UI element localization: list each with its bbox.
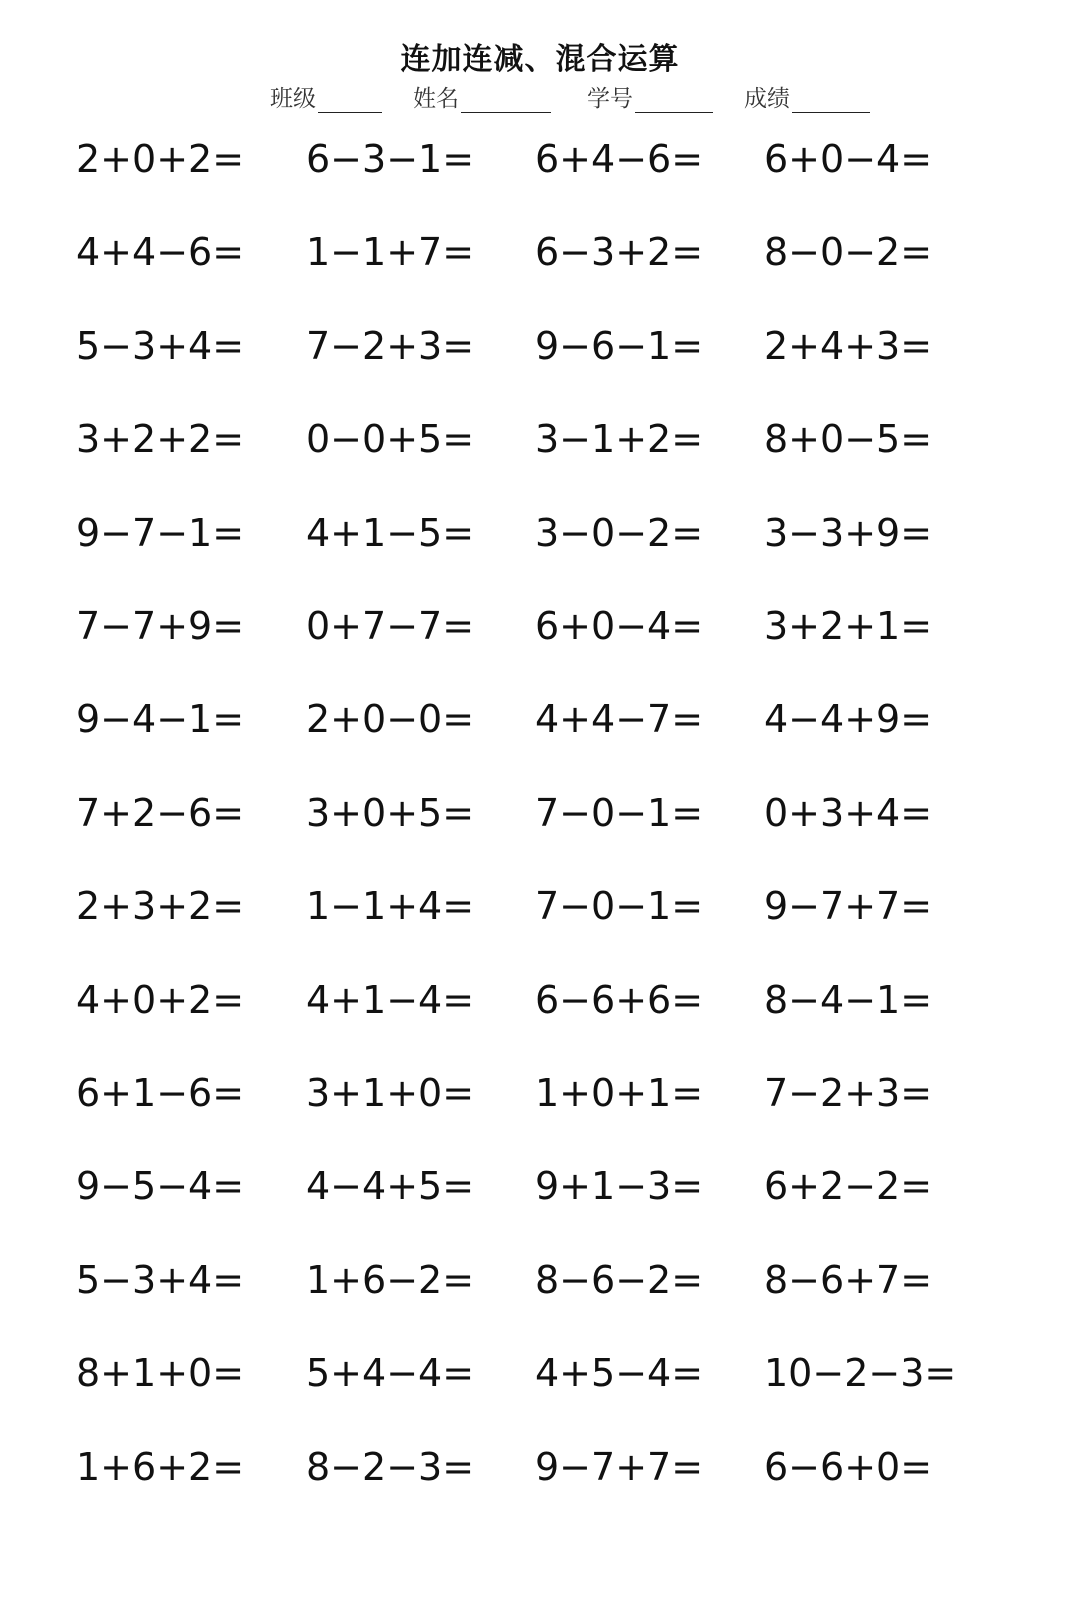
math-problem: 1+6−2= <box>306 1257 475 1302</box>
math-problem: 8−0−2= <box>764 230 933 275</box>
math-problem: 3+0+5= <box>306 790 475 835</box>
math-problem: 1+0+1= <box>535 1071 704 1115</box>
math-problem: 1−1+7= <box>306 230 475 275</box>
score-label: 成绩 <box>744 86 790 112</box>
math-problem: 6−6+0= <box>764 1444 933 1489</box>
math-problem: 2+4+3= <box>764 323 933 368</box>
math-problem: 3+2+2= <box>76 417 245 462</box>
math-problem: 8−2−3= <box>306 1444 475 1489</box>
math-problem: 9−6−1= <box>535 323 704 368</box>
math-problem: 4+4−6= <box>76 230 245 275</box>
math-problem: 6+4−6= <box>535 137 704 181</box>
math-problem: 4+5−4= <box>535 1351 704 1396</box>
math-problem: 9−5−4= <box>76 1164 245 1209</box>
math-problem: 8−6+7= <box>764 1257 933 1302</box>
student-id-label: 学号 <box>587 86 633 112</box>
name-label: 姓名 <box>413 86 459 112</box>
math-problem: 4+1−4= <box>306 977 475 1022</box>
math-problem: 0+7−7= <box>306 604 475 648</box>
math-problem: 4−4+5= <box>306 1164 475 1209</box>
math-problem: 0+3+4= <box>764 790 933 835</box>
math-problem: 7−7+9= <box>76 604 245 648</box>
math-problem: 8−6−2= <box>535 1257 704 1302</box>
math-problem: 2+0+2= <box>76 137 245 181</box>
math-problem: 2+3+2= <box>76 884 245 929</box>
math-problem: 7+2−6= <box>76 790 245 835</box>
math-problem: 5+4−4= <box>306 1351 475 1396</box>
math-problem: 3+2+1= <box>764 604 933 648</box>
math-problem: 6−3−1= <box>306 137 475 181</box>
math-problem: 7−0−1= <box>535 790 704 835</box>
math-problem: 8−4−1= <box>764 977 933 1022</box>
math-problem: 6+2−2= <box>764 1164 933 1209</box>
class-label: 班级 <box>270 86 316 112</box>
math-problem: 9−7+7= <box>535 1444 704 1489</box>
math-problem: 7−0−1= <box>535 884 704 929</box>
math-problem: 10−2−3= <box>764 1351 957 1396</box>
math-problem: 9−4−1= <box>76 697 245 742</box>
math-problem: 6+1−6= <box>76 1071 245 1115</box>
math-problem: 3+1+0= <box>306 1071 475 1115</box>
math-problem: 3−3+9= <box>764 510 933 555</box>
math-problem: 4−4+9= <box>764 697 933 742</box>
math-problem: 3−0−2= <box>535 510 704 555</box>
math-problem: 4+1−5= <box>306 510 475 555</box>
math-problem: 7−2+3= <box>764 1071 933 1115</box>
math-problem: 4+0+2= <box>76 977 245 1022</box>
math-problem: 9−7+7= <box>764 884 933 929</box>
math-problem: 5−3+4= <box>76 323 245 368</box>
math-problem: 0−0+5= <box>306 417 475 462</box>
math-problem: 3−1+2= <box>535 417 704 462</box>
math-problem: 6+0−4= <box>764 137 933 181</box>
math-problem: 5−3+4= <box>76 1257 245 1302</box>
math-problem: 9+1−3= <box>535 1164 704 1209</box>
worksheet-title: 连加连减、混合运算 <box>400 42 680 77</box>
math-problem: 1+6+2= <box>76 1444 245 1489</box>
math-problem: 1−1+4= <box>306 884 475 929</box>
math-problem: 6−6+6= <box>535 977 704 1022</box>
math-problem: 4+4−7= <box>535 697 704 742</box>
math-problem: 2+0−0= <box>306 697 475 742</box>
math-problem: 6+0−4= <box>535 604 704 648</box>
math-problem: 8+0−5= <box>764 417 933 462</box>
math-problem: 8+1+0= <box>76 1351 245 1396</box>
math-problem: 7−2+3= <box>306 323 475 368</box>
math-problem: 6−3+2= <box>535 230 704 275</box>
math-problem: 9−7−1= <box>76 510 245 555</box>
